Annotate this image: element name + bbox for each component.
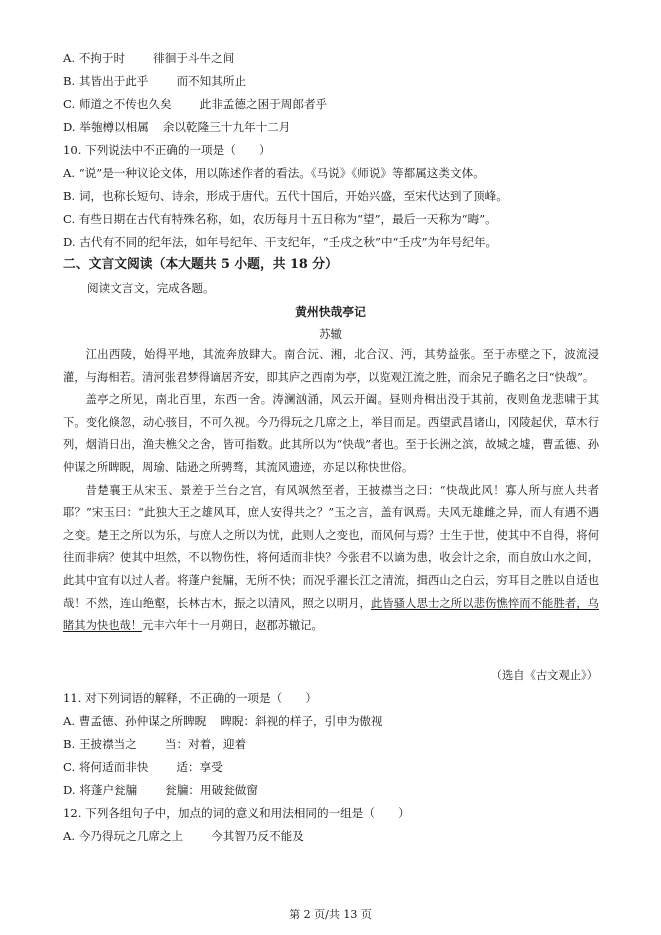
q10-option-c: C. 有些日期在古代有特殊名称，如，农历每月十五日称为“望”，最后一天称为“晦”。 [63,212,497,226]
passage-author: 苏辙 [319,327,342,341]
option-b-right: 而不知其所止 [176,74,247,88]
page-footer: 第 2 页/共 13 页 [289,908,372,921]
underlined-sentence: 此皆骚人思士之所以悲伤憔悴而不能胜者，乌睹其为快也哉！ [63,596,599,633]
passage-paragraph-1: 江出西陵，始得平地，其流奔放肆大。南合沅、湘，北合汉、沔，其势益张。至于赤壁之下，波流浸灌，与海相若。清河张君梦得谪居齐安，即其庐之西南为亭，以览观江流之胜，而余兄子瞻名之曰“快哉”。 [63,348,599,384]
passage-title: 黄州快哉亭记 [295,305,366,319]
option-c [63,97,603,111]
q11-option-b-left: B. 王披襟当之 [63,737,137,751]
passage-source: （选自《古文观止》） [490,669,598,682]
option-c-left: C. 师道之不传也久矣 [63,97,172,111]
q11-option-d-left: D. 将蓬户瓮牖 [63,783,138,797]
q12-option-a-left: A. 今乃得玩之几席之上 [63,829,184,843]
q11-option-d-right: 瓮牖：用破瓮做窗 [165,783,258,797]
option-c-right: 此非孟德之困于周郎者乎 [199,97,328,111]
passage-closing: 元丰六年十一月朔日，赵郡苏辙记。 [142,619,323,633]
option-a-right: 徘徊于斗牛之间 [153,51,235,65]
q10-option-d: D. 古代有不同的纪年法，如年号纪年、干支纪年，“壬戌之秋”中“壬戌”为年号纪年。 [63,235,498,249]
option-a [63,51,603,65]
q11-option-a-right: 睥睨：斜视的样子，引申为傲视 [220,714,383,728]
option-d [63,120,603,134]
section-heading: 二、文言文阅读（本大题共 5 小题，共 18 分） [63,257,338,272]
q11-option-c-right: 适：享受 [176,760,223,774]
q10-option-a: A. “说”是一种议论文体，用以陈述作者的看法。《马说》《师说》等都属这类文体。 [63,166,485,180]
q11-option-b-right: 当：对着，迎着 [164,737,247,751]
q11-stem: 11. 对下列词语的解释，不正确的一项是（ ） [63,691,317,705]
q11-option-b [63,737,603,751]
q11-option-c [63,760,603,774]
section-intro: 阅读文言文，完成各题。 [87,281,215,295]
q11-option-c-left: C. 将何适而非快 [63,760,149,774]
q10-stem: 10. 下列说法中不正确的一项是（ ） [63,143,271,157]
q11-option-a-left: A. 曹孟德、孙仲谋之所睥睨 [63,714,207,728]
q12-option-a [63,829,603,843]
paragraph-3-text: 昔楚襄王从宋玉、景差于兰台之宫，有风飒然至者，王披襟当之曰：“快哉此风！寡人所与庶人共者耶？”宋玉曰：“此独大王之雄风耳，庶人安得共之？”玉之言，盖有讽焉。夫风无雄雌之异，而人有遇不遇之变。楚王之所以为乐，与庶人之所以为忧，此则人之变也，而风何与焉？士生于世，使其中不自得，将何往而非病？使其中坦然，不以物伤性，将何适而非快？今张君不以谪为患，收会计之余，而自放山水之间，此其中宜有以过人者。将蓬户瓮牖，无所不快；而况乎濯长江之清流，揖西山之白云，穷耳目之胜以自适也哉！不然，连山绝壑，长林古木，振之以清风，照之以明月， [63,483,599,610]
q11-option-d [63,783,603,797]
option-d-left: D. 举匏樽以相属 [63,120,149,134]
passage-paragraph-3 [63,480,599,638]
q12-stem: 12. 下列各组句子中，加点的词的意义和用法相同的一组是（ ） [63,806,410,820]
q10-option-b: B. 词，也称长短句、诗余，形成于唐代。五代十国后，开始兴盛，至宋代达到了顶峰。 [63,189,508,203]
q11-option-a [63,714,603,728]
option-a-left: A. 不拘于时 [63,51,126,65]
option-b [63,74,603,88]
option-b-left: B. 其皆出于此乎 [63,74,149,88]
passage-paragraph-2: 盖亭之所见，南北百里，东西一舍。涛澜汹涌，风云开阖。昼则舟楫出没于其前，夜则鱼龙悲啸于其下。变化倏忽，动心骇目，不可久视。今乃得玩之几席之上，举目而足。西望武昌诸山，冈陵起伏，草木行列，烟消日出，渔夫樵父之舍，皆可指数。此其所以为“快哉”者也。至于长洲之滨，故城之墟，曹孟德、孙仲谋之所睥睨，周瑜、陆逊之所骋骛，其流风遗迹，亦足以称快世俗。 [63,393,599,474]
option-d-right: 余以乾隆三十九年十二月 [162,120,291,134]
passage-body [63,344,599,638]
q12-option-a-right: 今其智乃反不能及 [211,829,304,843]
